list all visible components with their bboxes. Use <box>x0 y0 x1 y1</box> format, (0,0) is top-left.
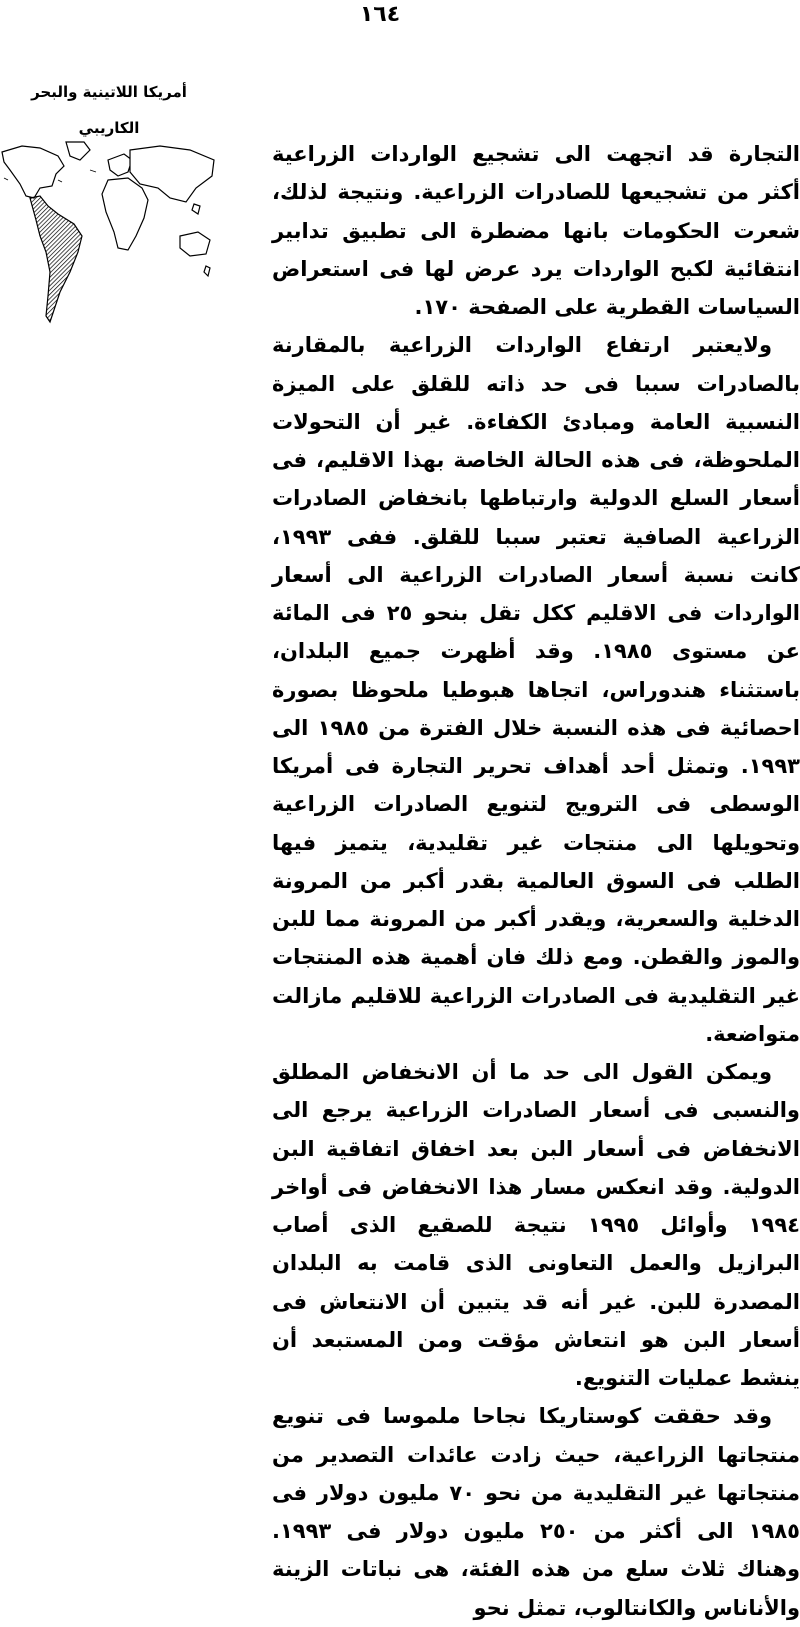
main-text <box>272 135 800 1627</box>
world-map-icon <box>0 140 218 350</box>
paragraph-2: ولايعتبر ارتفاع الواردات الزراعية بالمقارنة بالصادرات سببا فى حد ذاته للقلق على الميزة النسبية العامة ومبادئ الكفاءة. غير أن التحولات الملحوظة، فى هذه الحالة الخاصة بهذا الاقليم، فى أسعار السلع الدولية وارتباطها بانخفاض الصادرات الزراعية الصافية تعتبر سببا للقلق. ففى ١٩٩٣، كانت نسبة أسعار الصادرات الزراعية الى أسعار الواردات فى الاقليم ككل تقل بنحو ٢٥ فى المائة عن مستوى ١٩٨٥. وقد أظهرت جميع البلدان، باستثناء هندوراس، اتجاها هبوطيا ملحوظا بصورة احصائية فى هذه النسبة خلال الفترة من ١٩٨٥ الى ١٩٩٣. وتمثل أحد أهداف تحرير التجارة فى أمريكا الوسطى فى الترويج لتنويع الصادرات الزراعية وتحويلها الى منتجات غير تقليدية، يتميز فيها الطلب فى السوق العالمية بقدر أكبر من المرونة الدخلية والسعرية، ويقدر أكبر من المرونة مما للبن والموز والقطن. ومع ذلك فان أهمية هذه المنتجات غير التقليدية فى الصادرات الزراعية للاقليم مازالت متواضعة. <box>272 333 800 1046</box>
paragraph-1: التجارة قد اتجهت الى تشجيع الواردات الزراعية أكثر من تشجيعها للصادرات الزراعية. ونتيجة لذلك، شعرت الحكومات بانها مضطرة الى تطبيق تدابير انتقائية لكبح الواردات يرد عرض لها فى استعراض السياسات القطرية على الصفحة ١٧٠. <box>272 142 800 319</box>
page-number: ١٦٤ <box>359 2 401 27</box>
paragraph-3: ويمكن القول الى حد ما أن الانخفاض المطلق والنسبى فى أسعار الصادرات الزراعية يرجع الى الانخفاض فى أسعار البن بعد اخفاق اتفاقية البن الدولية. وقد انعكس مسار هذا الانخفاض فى أواخر ١٩٩٤ وأوائل ١٩٩٥ نتيجة للصقيع الذى أصاب البرازيل والعمل التعاونى الذى قامت به البلدان المصدرة للبن. غير أنه قد يتبين أن الانتعاش فى أسعار البن هو انتعاش مؤقت ومن المستبعد أن ينشط عمليات التنويع. <box>272 1060 800 1390</box>
paragraph-4: وقد حققت كوستاريكا نجاحا ملموسا فى تنويع منتجاتها الزراعية، حيث زادت عائدات التصدير من منتجاتها غير التقليدية من نحو ٧٠ مليون دولار فى ١٩٨٥ الى أكثر من ٢٥٠ مليون دولار فى ١٩٩٣. وهناك ثلاث سلع من هذه الفئة، هى نباتات الزينة والأناناس والكانتالوب، تمثل نحو <box>272 1404 800 1620</box>
section-title-line1: أمريكا اللاتينية والبحر <box>31 83 187 101</box>
section-sidebar <box>0 70 218 150</box>
section-title-line2: الكاريبي <box>78 119 140 137</box>
